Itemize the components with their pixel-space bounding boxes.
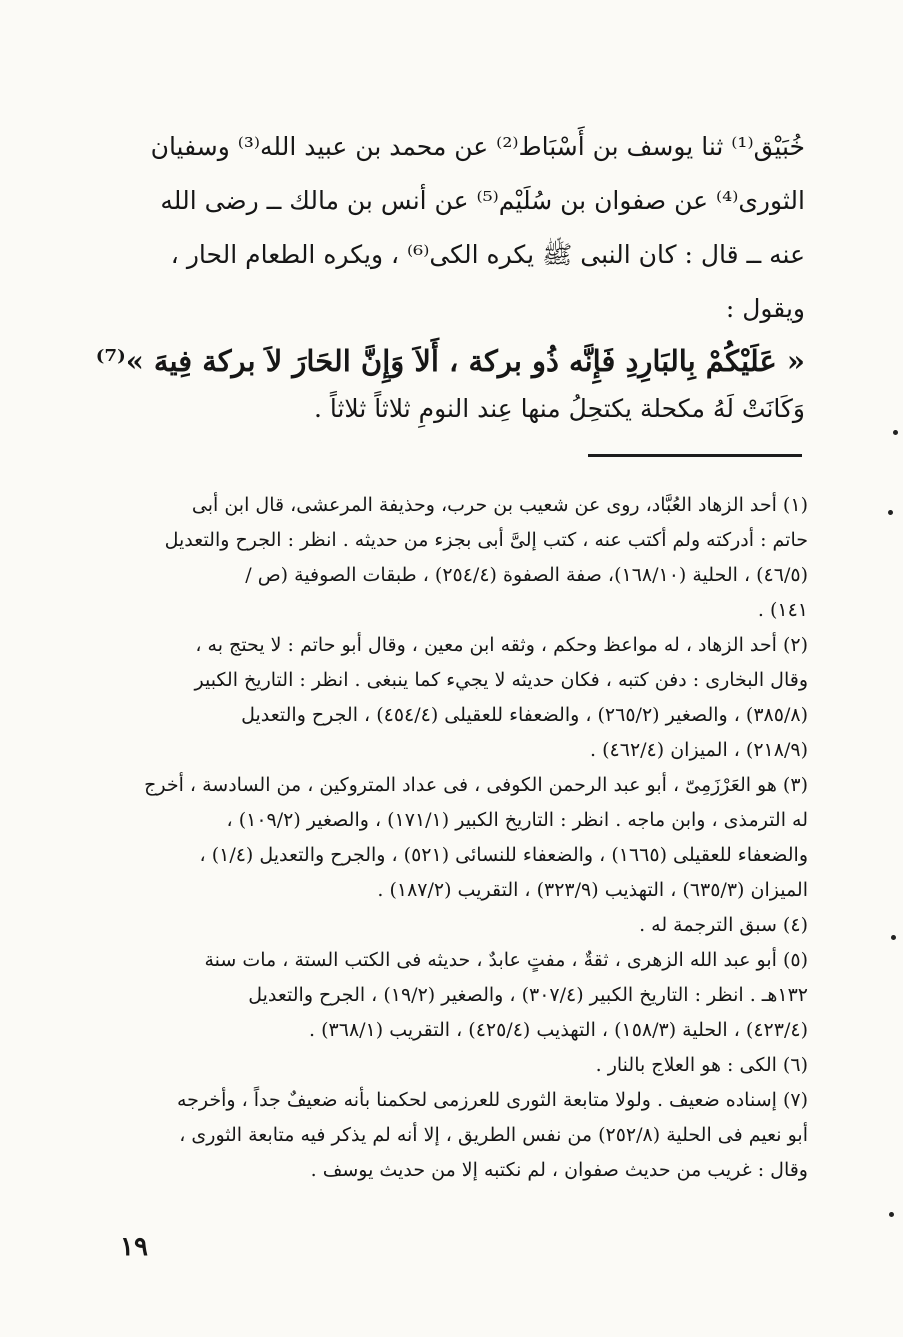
- main-text-line: عنه ــ قال : كان النبى ﷺ يكره الكى⁽⁶⁾ ، ويكره الطعام الحار ،: [170, 240, 805, 269]
- footnote-line: أبو نعيم فى الحلية (٢٥٢/٨) من نفس الطريق ، إلا أنه لم يذكر فيه متابعة الثورى ،: [179, 1124, 808, 1146]
- footnote-line: (٢) أحد الزهاد ، له مواعظ وحكم ، وثقه ابن معين ، وقال أبو حاتم : لا يحتج به ،: [195, 634, 808, 656]
- footnote-line: (٧) إسناده ضعيف . ولولا متابعة الثورى للعرزمى لحكمنا بأنه ضعيفٌ جداً ، وأخرجه: [176, 1089, 808, 1111]
- margin-dot: [889, 1212, 894, 1217]
- footnote-line: له الترمذى ، وابن ماجه . انظر : التاريخ الكبير (١٧١/١) ، والصغير (١٠٩/٢) ،: [226, 809, 808, 831]
- closing-line: وَكَانَتْ لَهُ مكحلة يكتحِلُ منها عِند النومِ ثلاثاً ثلاثاً .: [313, 394, 805, 423]
- footnote-line: (٤٢٣/٤) ، الحلية (١٥٨/٣) ، التهذيب (٤٢٥/٤) ، التقريب (٣٦٨/١) .: [309, 1019, 808, 1041]
- footnote-line: (٤) سبق الترجمة له .: [639, 914, 808, 936]
- footnote-line: ١٣٢هـ . انظر : التاريخ الكبير (٣٠٧/٤) ، والصغير (١٩/٢) ، الجرح والتعديل: [248, 984, 808, 1006]
- footnote-line: (٣) هو العَرْزَمِىّ ، أبو عبد الرحمن الكوفى ، فى عداد المتروكين ، من السادسة ، أخرج: [144, 774, 808, 796]
- footnote-line: الميزان (٦٣٥/٣) ، التهذيب (٣٢٣/٩) ، التقريب (١٨٧/٢) .: [377, 879, 808, 901]
- footnote-line: (٦) الكى : هو العلاج بالنار .: [595, 1054, 808, 1076]
- footnote-line: ١٤١) .: [757, 599, 808, 621]
- footnote-line: وقال البخارى : دفن كتبه ، فكان حديثه لا يجيء كما ينبغى . انظر : التاريخ الكبير: [194, 669, 808, 691]
- margin-dot: [888, 510, 893, 515]
- footnote-line: (٢١٨/٩) ، الميزان (٤٦٢/٤) .: [590, 739, 808, 761]
- page-number: ١٩: [120, 1232, 148, 1262]
- main-text-block: [95, 120, 805, 432]
- main-text-line: الثورى⁽⁴⁾ عن صفوان بن سُلَيْم⁽⁵⁾ عن أنس بن مالك ــ رضى الله: [160, 186, 805, 215]
- footnote-line: (١) أحد الزهاد العُبَّاد، روى عن شعيب بن حرب، وحذيفة المرعشى، قال ابن أبى: [191, 494, 808, 516]
- footnote-line: وقال : غريب من حديث صفوان ، لم نكتبه إلا من حديث يوسف .: [310, 1159, 808, 1181]
- footnote-divider: [588, 454, 802, 457]
- footnote-line: حاتم : أدركته ولم أكتب عنه ، كتب إلىَّ أبى بجزء من حديثه . انظر : الجرح والتعديل: [164, 529, 808, 551]
- main-text-line: خُبَيْق⁽¹⁾ ثنا يوسف بن أَسْبَاط⁽²⁾ عن محمد بن عبيد الله⁽³⁾ وسفيان: [150, 132, 805, 161]
- margin-dot: [893, 430, 898, 435]
- main-text-line: ويقول :: [725, 294, 805, 323]
- footnote-line: (٣٨٥/٨) ، والصغير (٢٦٥/٢) ، والضعفاء للعقيلى (٤٥٤/٤) ، الجرح والتعديل: [241, 704, 808, 726]
- margin-dot: [891, 935, 896, 940]
- footnotes-block: [128, 488, 808, 1188]
- footnote-line: (٤٦/٥) ، الحلية (١٦٨/١٠)، صفة الصفوة (٢٥٤/٤) ، طبقات الصوفية (ص /: [245, 564, 808, 586]
- hadith-quote: « عَلَيْكُمْ بِالبَارِدِ فَإِنَّه ذُو بركة ، أَلاَ وَإِنَّ الحَارَ لاَ بركة فِيهَ »⁽⁷⁾: [95, 344, 805, 378]
- footnote-line: والضعفاء للعقيلى (١٦٦٥) ، والضعفاء للنسائى (٥٢١) ، والجرح والتعديل (١/٤) ،: [199, 844, 808, 866]
- footnote-line: (٥) أبو عبد الله الزهرى ، ثقةٌ ، مفتٍ عابدٌ ، حديثه فى الكتب الستة ، مات سنة: [204, 949, 808, 971]
